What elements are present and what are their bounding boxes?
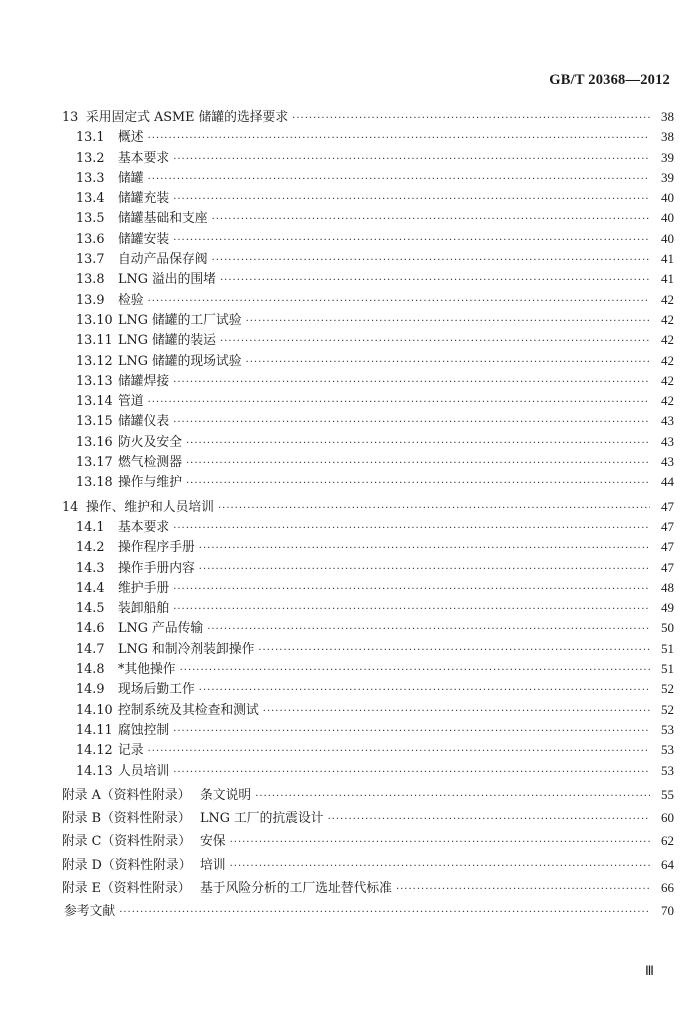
toc-entry-page: 42 [661, 291, 674, 307]
toc-entry-number: 14.4 [76, 580, 105, 596]
toc-entry-title: 管道 [118, 394, 144, 410]
toc-entry-number: 14.7 [76, 641, 105, 657]
toc-entry-page: 52 [661, 681, 674, 697]
toc-entry-page: 47 [661, 539, 674, 555]
toc-dot-leader [218, 503, 650, 514]
toc-dot-leader [328, 814, 650, 825]
toc-entry[interactable] [62, 760, 674, 780]
toc-entry[interactable] [62, 370, 674, 390]
toc-entry-title: 基本要求 [118, 519, 170, 535]
toc-entry-title: 储罐基础和支座 [118, 211, 208, 227]
toc-entry-title: 基本要求 [118, 150, 170, 166]
toc-entry[interactable] [62, 807, 674, 827]
toc-dot-leader [180, 665, 650, 676]
toc-entry-title: LNG 储罐的装运 [118, 333, 216, 349]
toc-entry-number: 13.2 [76, 150, 105, 166]
toc-entry-title: 控制系统及其检查和测试 [118, 702, 259, 718]
toc-entry-page: 41 [661, 251, 674, 267]
toc-entry-title: 储罐充装 [118, 191, 170, 207]
toc-entry-page: 43 [661, 413, 674, 429]
toc-entry-page: 47 [661, 559, 674, 575]
toc-entry-title: 维护手册 [118, 580, 170, 596]
toc-entry-title: 人员培训 [118, 763, 170, 779]
toc-entry-page: 53 [661, 742, 674, 758]
toc-entry-page: 53 [661, 762, 674, 778]
toc-entry-number: 14.11 [76, 722, 113, 738]
toc-dot-leader [173, 604, 650, 615]
toc-entry-page: 55 [661, 786, 674, 802]
toc-entry-number: 附录 E（资料性附录） [62, 880, 191, 896]
toc-entry-number: 13.3 [76, 170, 105, 186]
toc-entry-page: 42 [661, 332, 674, 348]
toc-dot-leader [186, 478, 650, 489]
toc-dot-leader [148, 296, 650, 307]
toc-entry-number: 13.14 [76, 394, 113, 410]
toc-dot-leader [246, 316, 650, 327]
toc-entry-number: 13.8 [76, 272, 105, 288]
toc-entry-title: 储罐焊接 [118, 373, 170, 389]
toc-entry-title: *其他操作 [118, 662, 176, 678]
toc-entry[interactable] [62, 784, 674, 804]
toc-entry[interactable] [62, 577, 674, 597]
toc-entry-page: 38 [661, 129, 674, 145]
toc-dot-leader [212, 255, 650, 266]
toc-entry-page: 44 [661, 474, 674, 490]
toc-entry-title: LNG 溢出的围堵 [118, 272, 216, 288]
toc-entry-title: 操作手册内容 [118, 560, 195, 576]
toc-entry-page: 53 [661, 721, 674, 737]
toc-entry-number: 13.13 [76, 373, 113, 389]
toc-entry-page: 51 [661, 640, 674, 656]
toc-entry-page: 49 [661, 600, 674, 616]
toc-entry-page: 70 [661, 903, 674, 919]
toc-dot-leader [246, 357, 650, 368]
toc-entry-number: 附录 B（资料性附录） [62, 811, 191, 827]
toc-entry-number: 13.4 [76, 191, 105, 207]
toc-entry-page: 48 [661, 579, 674, 595]
toc-entry-title: 储罐仪表 [118, 414, 170, 430]
toc-entry-title: LNG 工厂的抗震设计 [200, 811, 324, 827]
toc-entry-number: 附录 A（资料性附录） [62, 787, 191, 803]
toc-entry-page: 66 [661, 879, 674, 895]
toc-entry-page: 43 [661, 454, 674, 470]
toc-dot-leader [173, 523, 650, 534]
toc-entry-title: 采用固定式 ASME 储罐的选择要求 [86, 110, 289, 125]
toc-entry[interactable] [62, 739, 674, 759]
toc-entry-title: 检验 [118, 292, 144, 308]
toc-entry-number: 附录 C（资料性附录） [62, 834, 192, 850]
toc-entry-page: 52 [661, 701, 674, 717]
toc-entry-title: 记录 [118, 743, 144, 759]
toc-entry-number: 13.17 [76, 455, 113, 471]
toc-entry-title: 培训 [200, 857, 226, 873]
toc-entry-page: 43 [661, 433, 674, 449]
toc-entry[interactable] [62, 309, 674, 329]
toc-entry[interactable] [62, 431, 674, 451]
toc-entry-number: 13.10 [76, 312, 113, 328]
toc-entry-title: 概述 [118, 130, 144, 146]
toc-entry-page: 47 [661, 518, 674, 534]
toc-entry-number: 14.8 [76, 662, 105, 678]
toc-dot-leader [119, 907, 650, 918]
toc-dot-leader [230, 837, 650, 848]
table-of-contents [62, 106, 674, 921]
toc-entry-title: 条文说明 [200, 787, 252, 803]
toc-dot-leader [199, 564, 650, 575]
toc-entry-title: LNG 储罐的现场试验 [118, 353, 242, 369]
toc-dot-leader [292, 113, 650, 124]
toc-entry-number: 附录 D（资料性附录） [62, 857, 192, 873]
toc-entry[interactable] [62, 830, 674, 850]
toc-entry-number: 14.2 [76, 540, 105, 556]
toc-entry[interactable] [62, 147, 674, 167]
toc-entry[interactable] [62, 289, 674, 309]
toc-entry-title: LNG 储罐的工厂试验 [118, 312, 242, 328]
toc-entry-number: 14.6 [76, 621, 105, 637]
toc-entry-title: LNG 和制冷剂装卸操作 [118, 641, 255, 657]
toc-entry[interactable] [62, 410, 674, 430]
toc-dot-leader [230, 861, 650, 872]
toc-entry[interactable] [62, 167, 674, 187]
toc-entry-page: 60 [661, 810, 674, 826]
toc-entry[interactable] [62, 536, 674, 556]
toc-entry[interactable] [62, 471, 674, 491]
toc-dot-leader [173, 767, 650, 778]
document-code-header: GB/T 20368—2012 [549, 72, 670, 88]
toc-entry[interactable] [62, 248, 674, 268]
toc-entry-page: 50 [661, 620, 674, 636]
toc-entry-number: 13.16 [76, 434, 113, 450]
toc-entry-number: 14.1 [76, 519, 105, 535]
toc-dot-leader [148, 174, 650, 185]
toc-entry-page: 42 [661, 352, 674, 368]
toc-entry[interactable] [62, 187, 674, 207]
toc-entry-page: 40 [661, 230, 674, 246]
toc-dot-leader [255, 791, 650, 802]
toc-entry-title: 安保 [200, 834, 226, 850]
toc-entry-title: 防火及安全 [118, 434, 182, 450]
toc-entry-number: 13.7 [76, 252, 105, 268]
toc-entry-title: LNG 产品传输 [118, 621, 204, 637]
toc-dot-leader [212, 214, 650, 225]
toc-entry-title: 燃气检测器 [118, 455, 182, 471]
toc-entry-page: 40 [661, 190, 674, 206]
toc-entry-page: 40 [661, 210, 674, 226]
toc-entry[interactable] [62, 877, 674, 897]
toc-entry[interactable] [62, 496, 674, 516]
toc-entry-title: 基于风险分析的工厂选址替代标准 [200, 880, 392, 896]
toc-dot-leader [173, 584, 650, 595]
toc-entry-number: 13.15 [76, 414, 113, 430]
toc-entry-number: 14.10 [76, 702, 113, 718]
toc-entry[interactable] [62, 900, 674, 920]
toc-entry[interactable] [62, 557, 674, 577]
toc-entry[interactable] [62, 516, 674, 536]
toc-entry-title: 现场后勤工作 [118, 682, 195, 698]
toc-entry-title: 装卸船舶 [118, 601, 170, 617]
toc-dot-leader [220, 336, 650, 347]
toc-entry[interactable] [62, 329, 674, 349]
toc-dot-leader [173, 194, 650, 205]
toc-dot-leader [396, 884, 650, 895]
toc-entry-page: 38 [661, 109, 674, 124]
toc-entry-page: 41 [661, 271, 674, 287]
toc-entry-page: 62 [661, 833, 674, 849]
toc-dot-leader [173, 726, 650, 737]
toc-entry-page: 42 [661, 393, 674, 409]
toc-entry[interactable] [62, 390, 674, 410]
toc-entry-number: 13.1 [76, 130, 105, 146]
toc-entry-number: 13.18 [76, 475, 113, 491]
toc-entry-page: 42 [661, 372, 674, 388]
toc-dot-leader [186, 438, 650, 449]
toc-entry-title: 储罐 [118, 170, 144, 186]
toc-entry[interactable] [62, 451, 674, 471]
toc-entry-title: 操作程序手册 [118, 540, 195, 556]
toc-entry-page: 39 [661, 169, 674, 185]
toc-entry-number: 13.6 [76, 231, 105, 247]
toc-dot-leader [148, 746, 650, 757]
toc-dot-leader [220, 275, 650, 286]
toc-entry-title: 储罐安装 [118, 231, 170, 247]
toc-dot-leader [173, 235, 650, 246]
toc-entry-number: 14.5 [76, 601, 105, 617]
toc-dot-leader [148, 133, 650, 144]
toc-entry[interactable] [62, 126, 674, 146]
toc-entry-number: 13.9 [76, 292, 105, 308]
toc-entry-page: 47 [661, 498, 674, 514]
toc-dot-leader [207, 624, 650, 635]
toc-entry-title: 腐蚀控制 [118, 722, 170, 738]
toc-entry[interactable] [62, 207, 674, 227]
toc-dot-leader [186, 458, 650, 469]
toc-entry-number: 14.13 [76, 763, 113, 779]
toc-dot-leader [258, 645, 650, 656]
toc-entry-number: 14.3 [76, 560, 105, 576]
toc-dot-leader [148, 397, 650, 408]
toc-entry-number: 14.12 [76, 743, 113, 759]
toc-entry[interactable] [62, 719, 674, 739]
toc-entry-page: 39 [661, 149, 674, 165]
toc-dot-leader [173, 154, 650, 165]
toc-entry-number: 13 [62, 110, 79, 125]
toc-entry-title: 自动产品保存阀 [118, 252, 208, 268]
toc-entry[interactable] [62, 268, 674, 288]
toc-entry-title: 操作与维护 [118, 475, 182, 491]
toc-entry[interactable] [62, 350, 674, 370]
toc-entry-page: 64 [661, 856, 674, 872]
toc-dot-leader [199, 685, 650, 696]
toc-entry[interactable] [62, 678, 674, 698]
page-number-footer: Ⅲ [645, 963, 654, 978]
toc-entry[interactable] [62, 228, 674, 248]
toc-entry-number: 13.12 [76, 353, 113, 369]
toc-entry-page: 51 [661, 661, 674, 677]
toc-entry-page: 42 [661, 311, 674, 327]
toc-entry[interactable] [62, 638, 674, 658]
toc-entry-number: 14.9 [76, 682, 105, 698]
toc-entry-title: 操作、维护和人员培训 [86, 499, 214, 515]
toc-dot-leader [173, 417, 650, 428]
toc-entry[interactable] [62, 658, 674, 678]
toc-entry-number: 14 [62, 499, 79, 515]
toc-entry[interactable] [62, 617, 674, 637]
toc-entry-title: 参考文献 [64, 904, 116, 920]
toc-entry-number: 13.11 [76, 333, 113, 349]
toc-entry[interactable] [62, 854, 674, 874]
toc-dot-leader [263, 706, 650, 717]
toc-entry[interactable] [62, 597, 674, 617]
toc-dot-leader [199, 543, 650, 554]
toc-dot-leader [173, 377, 650, 388]
toc-entry-number: 13.5 [76, 211, 105, 227]
toc-entry[interactable] [62, 699, 674, 719]
toc-entry[interactable] [62, 106, 674, 126]
